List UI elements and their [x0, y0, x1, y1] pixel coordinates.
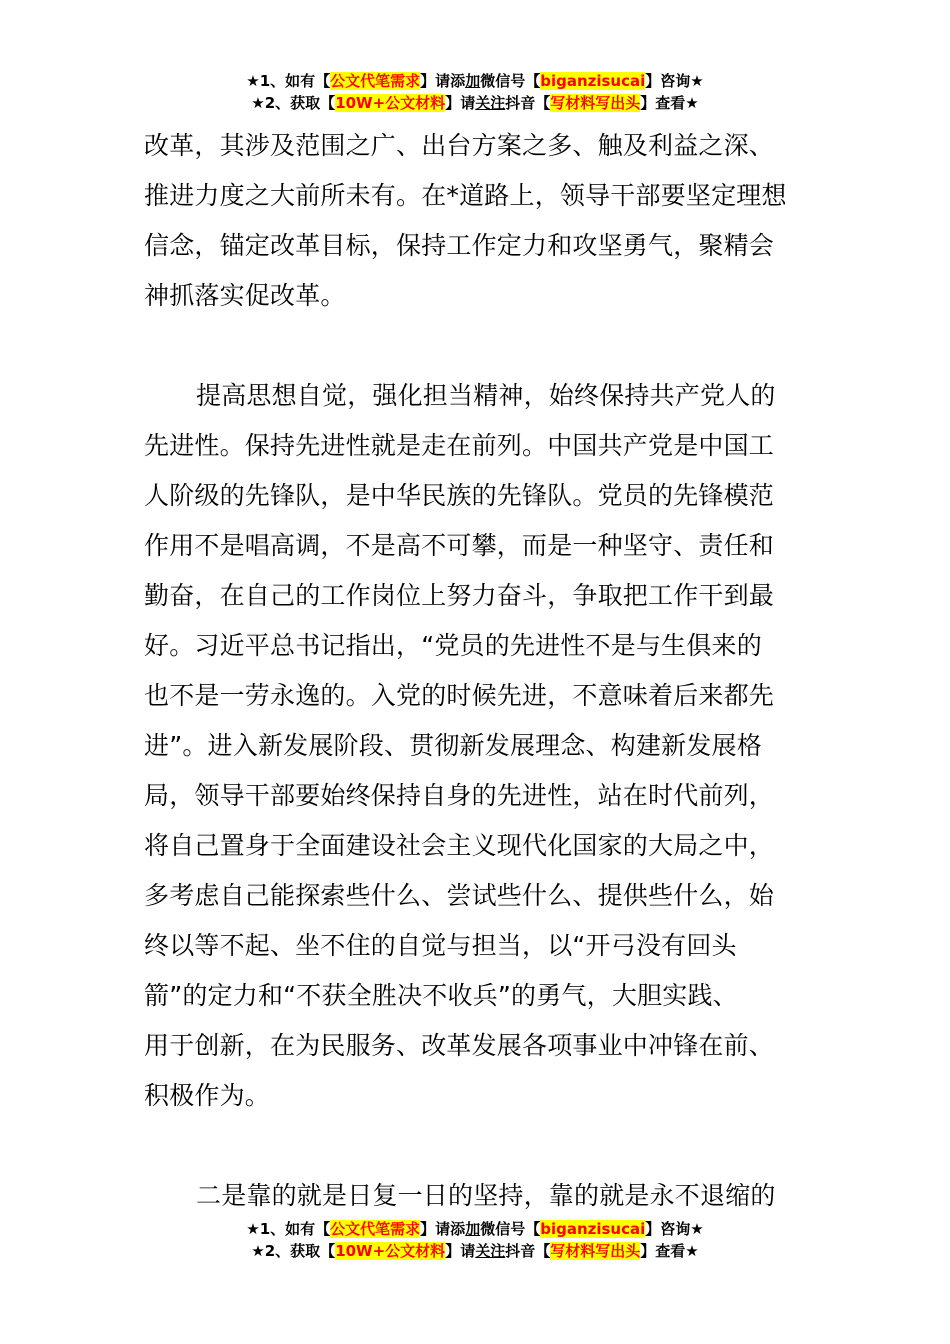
highlight-service: 公文代笔需求	[330, 1220, 421, 1238]
banner-emphasis: 关注	[475, 1242, 506, 1260]
paragraph-spacer	[144, 321, 806, 371]
text-line: 将自己置身于全面建设社会主义现代化国家的大局之中，	[144, 831, 775, 860]
highlight-wechat-id: biganzisucai	[540, 72, 646, 90]
text-line: 先进性。保持先进性就是走在前列。中国共产党是中国工	[144, 431, 775, 460]
text-line: 局，领导干部要始终保持自身的先进性，站在时代前列，	[144, 781, 775, 810]
footer-banner	[0, 1218, 950, 1262]
highlight-douyin-account: 写材料写出头	[550, 94, 641, 112]
text-line: 信念，锚定改革目标，保持工作定力和攻坚勇气，聚精会	[144, 231, 775, 260]
text-line: 终以等不起、坐不住的自觉与担当，以“开弓没有回头	[144, 931, 737, 960]
banner-text: 】请添	[420, 72, 466, 90]
highlight-materials: 10W+公文材料	[335, 1242, 446, 1260]
banner-text: ★2、获取【	[251, 94, 336, 112]
text-line: 推进力度之大前所未有。在*道路上，领导干部要坚定理想	[144, 181, 787, 210]
banner-text: 】咨询★	[645, 72, 704, 90]
text-line: 二是靠的就是日复一日的坚持，靠的就是永不退缩的	[196, 1181, 776, 1210]
banner-line-2	[0, 1240, 950, 1262]
banner-text: ★2、获取【	[251, 1242, 336, 1260]
text-line: 神抓落实促改革。	[144, 281, 346, 310]
banner-text: 】查看★	[640, 1242, 699, 1260]
banner-text: 微信号【	[480, 1220, 541, 1238]
banner-text: 】咨询★	[645, 1220, 704, 1238]
banner-text: 】请	[445, 1242, 476, 1260]
banner-emphasis: 关注	[475, 94, 506, 112]
banner-line-1	[0, 70, 950, 92]
text-line: 勤奋，在自己的工作岗位上努力奋斗，争取把工作干到最	[144, 581, 775, 610]
highlight-douyin-account: 写材料写出头	[550, 1242, 641, 1260]
paragraph-2	[144, 371, 806, 1121]
highlight-wechat-id: biganzisucai	[540, 1220, 646, 1238]
text-line: 提高思想自觉，强化担当精神，始终保持共产党人的	[196, 381, 776, 410]
highlight-service: 公文代笔需求	[330, 72, 421, 90]
banner-line-2	[0, 92, 950, 114]
highlight-materials: 10W+公文材料	[335, 94, 446, 112]
document-body	[144, 121, 806, 1221]
paragraph-spacer	[144, 1121, 806, 1171]
banner-text: 】请添	[420, 1220, 466, 1238]
banner-emphasis: 加	[465, 1220, 481, 1238]
text-line: 用于创新，在为民服务、改革发展各项事业中冲锋在前、	[144, 1031, 775, 1060]
text-line: 进”。进入新发展阶段、贯彻新发展理念、构建新发展格	[144, 731, 762, 760]
banner-text: 】查看★	[640, 94, 699, 112]
banner-line-1	[0, 1218, 950, 1240]
banner-text: 微信号【	[480, 72, 541, 90]
banner-emphasis: 加	[465, 72, 481, 90]
banner-text: 】请	[445, 94, 476, 112]
text-line: 人阶级的先锋队，是中华民族的先锋队。党员的先锋模范	[144, 481, 775, 510]
header-banner	[0, 70, 950, 114]
banner-text: ★1、如有【	[246, 72, 331, 90]
text-line: 改革，其涉及范围之广、出台方案之多、触及利益之深、	[144, 131, 775, 160]
text-line: 多考虑自己能探索些什么、尝试些什么、提供些什么，始	[144, 881, 775, 910]
text-line: 好。习近平总书记指出，“党员的先进性不是与生俱来的	[144, 631, 762, 660]
text-line: 箭”的定力和“不获全胜决不收兵”的勇气，大胆实践、	[144, 981, 738, 1010]
paragraph-3	[144, 1171, 806, 1221]
text-line: 也不是一劳永逸的。入党的时候先进，不意味着后来都先	[144, 681, 775, 710]
banner-text: 抖音【	[505, 94, 551, 112]
text-line: 积极作为。	[144, 1081, 271, 1110]
text-line: 作用不是唱高调，不是高不可攀，而是一种坚守、责任和	[144, 531, 775, 560]
banner-text: 抖音【	[505, 1242, 551, 1260]
paragraph-1	[144, 121, 806, 321]
banner-text: ★1、如有【	[246, 1220, 331, 1238]
